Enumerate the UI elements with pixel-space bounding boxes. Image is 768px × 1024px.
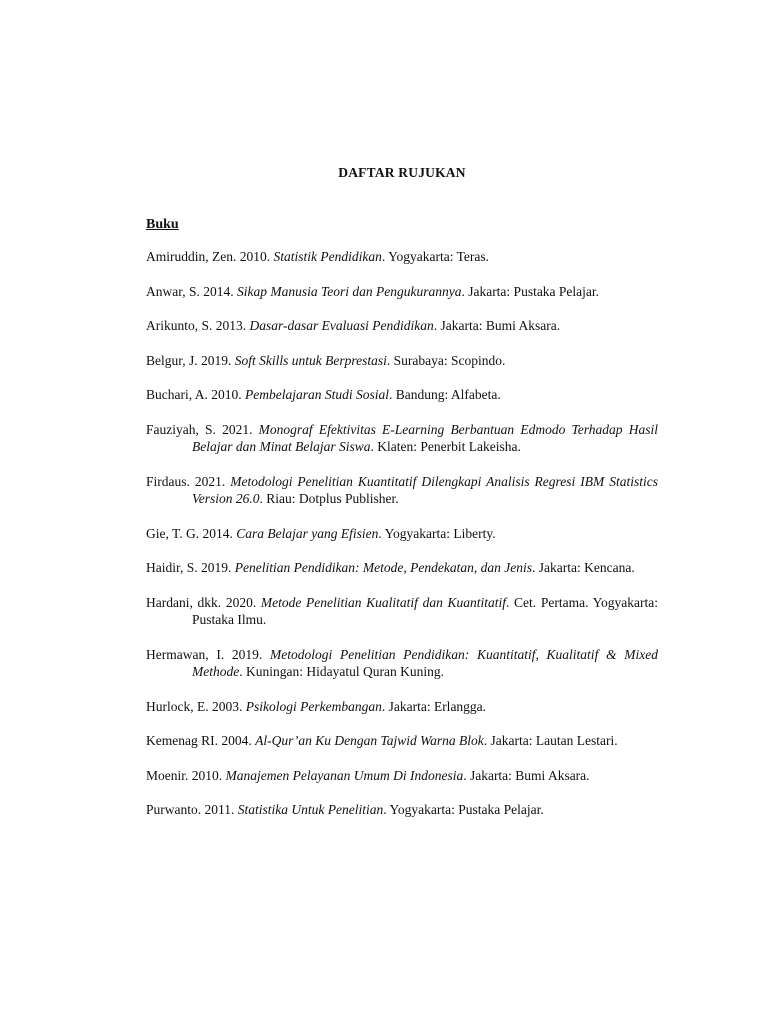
page-title: DAFTAR RUJUKAN [338, 165, 466, 180]
reference-item [146, 283, 658, 301]
reference-title: Metodologi Penelitian Pendidikan: Kuantitatif, Kualitatif & Mixed Methode [192, 646, 659, 679]
reference-item [146, 352, 658, 370]
reference-item [146, 801, 658, 819]
reference-item [146, 698, 658, 716]
reference-item [146, 525, 658, 543]
section-heading: Buku [146, 217, 179, 232]
reference-item [146, 421, 658, 456]
reference-publisher: . Jakarta: Bumi Aksara. [463, 767, 590, 783]
reference-author: Moenir. 2010. [146, 767, 226, 783]
reference-publisher: . Riau: Dotplus Publisher. [259, 491, 399, 506]
reference-author: Firdaus. 2021. [146, 473, 231, 489]
reference-item [146, 317, 658, 335]
reference-title: Statistika Untuk Penelitian [237, 802, 384, 817]
reference-publisher: . Kuningan: Hidayatul Quran Kuning. [239, 664, 444, 679]
reference-title: Statistik Pendidikan [273, 249, 382, 264]
reference-title: Manajemen Pelayanan Umum Di Indonesia [225, 767, 464, 783]
reference-author: Kemenag RI. 2004. [146, 733, 256, 748]
reference-publisher: . Yogyakarta: Pustaka Pelajar. [383, 802, 544, 817]
reference-publisher: . Jakarta: Kencana. [532, 560, 635, 575]
reference-author: Gie, T. G. 2014. [146, 525, 237, 541]
reference-title: Cara Belajar yang Efisien [236, 525, 379, 541]
reference-author: Fauziyah, S. 2021. [146, 421, 259, 437]
reference-author: Belgur, J. 2019. [146, 352, 235, 368]
reference-author: Buchari, A. 2010. [146, 387, 245, 402]
reference-list [146, 248, 658, 836]
reference-title: Metode Penelitian Kualitatif dan Kuantitatif [260, 594, 507, 610]
reference-publisher: . Jakarta: Lautan Lestari. [483, 733, 618, 748]
reference-publisher: . Jakarta: Pustaka Pelajar. [461, 283, 600, 299]
reference-item [146, 732, 658, 750]
reference-title: Soft Skills untuk Berprestasi [234, 352, 387, 368]
reference-title: Sikap Manusia Teori dan Pengukurannya [236, 283, 462, 299]
reference-author: Haidir, S. 2019. [146, 560, 235, 575]
reference-title: Dasar-dasar Evaluasi Pendidikan [249, 318, 434, 333]
reference-title: Metodologi Penelitian Kuantitatif Dilengkapi Analisis Regresi IBM Statistics Version 26.0 [192, 473, 658, 506]
reference-item [146, 473, 658, 508]
reference-publisher: . Klaten: Penerbit Lakeisha. [370, 439, 521, 454]
reference-publisher: . Yogyakarta: Liberty. [378, 525, 496, 541]
reference-title: Monograf Efektivitas E-Learning Berbantuan Edmodo Terhadap Hasil Belajar dan Minat Belajar Siswa [192, 421, 658, 454]
reference-item [146, 559, 658, 577]
reference-publisher: . Jakarta: Erlangga. [381, 698, 487, 714]
reference-item [146, 646, 658, 681]
reference-author: Hurlock, E. 2003. [146, 698, 246, 714]
reference-publisher: . Bandung: Alfabeta. [389, 387, 501, 402]
reference-author: Purwanto. 2011. [146, 802, 238, 817]
reference-author: Arikunto, S. 2013. [146, 318, 250, 333]
reference-publisher: . Yogyakarta: Teras. [381, 249, 490, 264]
reference-title: Psikologi Perkembangan [245, 698, 382, 714]
reference-item [146, 248, 658, 266]
reference-title: Al-Qur’an Ku Dengan Tajwid Warna Blok [255, 733, 484, 748]
reference-publisher: . Jakarta: Bumi Aksara. [433, 318, 561, 333]
reference-title: Penelitian Pendidikan: Metode, Pendekatan, dan Jenis [234, 560, 532, 575]
reference-item [146, 594, 658, 629]
reference-author: Hardani, dkk. 2020. [146, 594, 261, 610]
reference-item [146, 386, 658, 404]
reference-item [146, 767, 658, 785]
reference-author: Anwar, S. 2014. [146, 283, 237, 299]
reference-author: Amiruddin, Zen. 2010. [146, 249, 274, 264]
reference-publisher: . Cet. Pertama. Yogyakarta: Pustaka Ilmu. [192, 594, 658, 627]
reference-publisher: . Surabaya: Scopindo. [386, 352, 506, 368]
reference-title: Pembelajaran Studi Sosial [245, 387, 389, 402]
reference-author: Hermawan, I. 2019. [146, 646, 271, 662]
